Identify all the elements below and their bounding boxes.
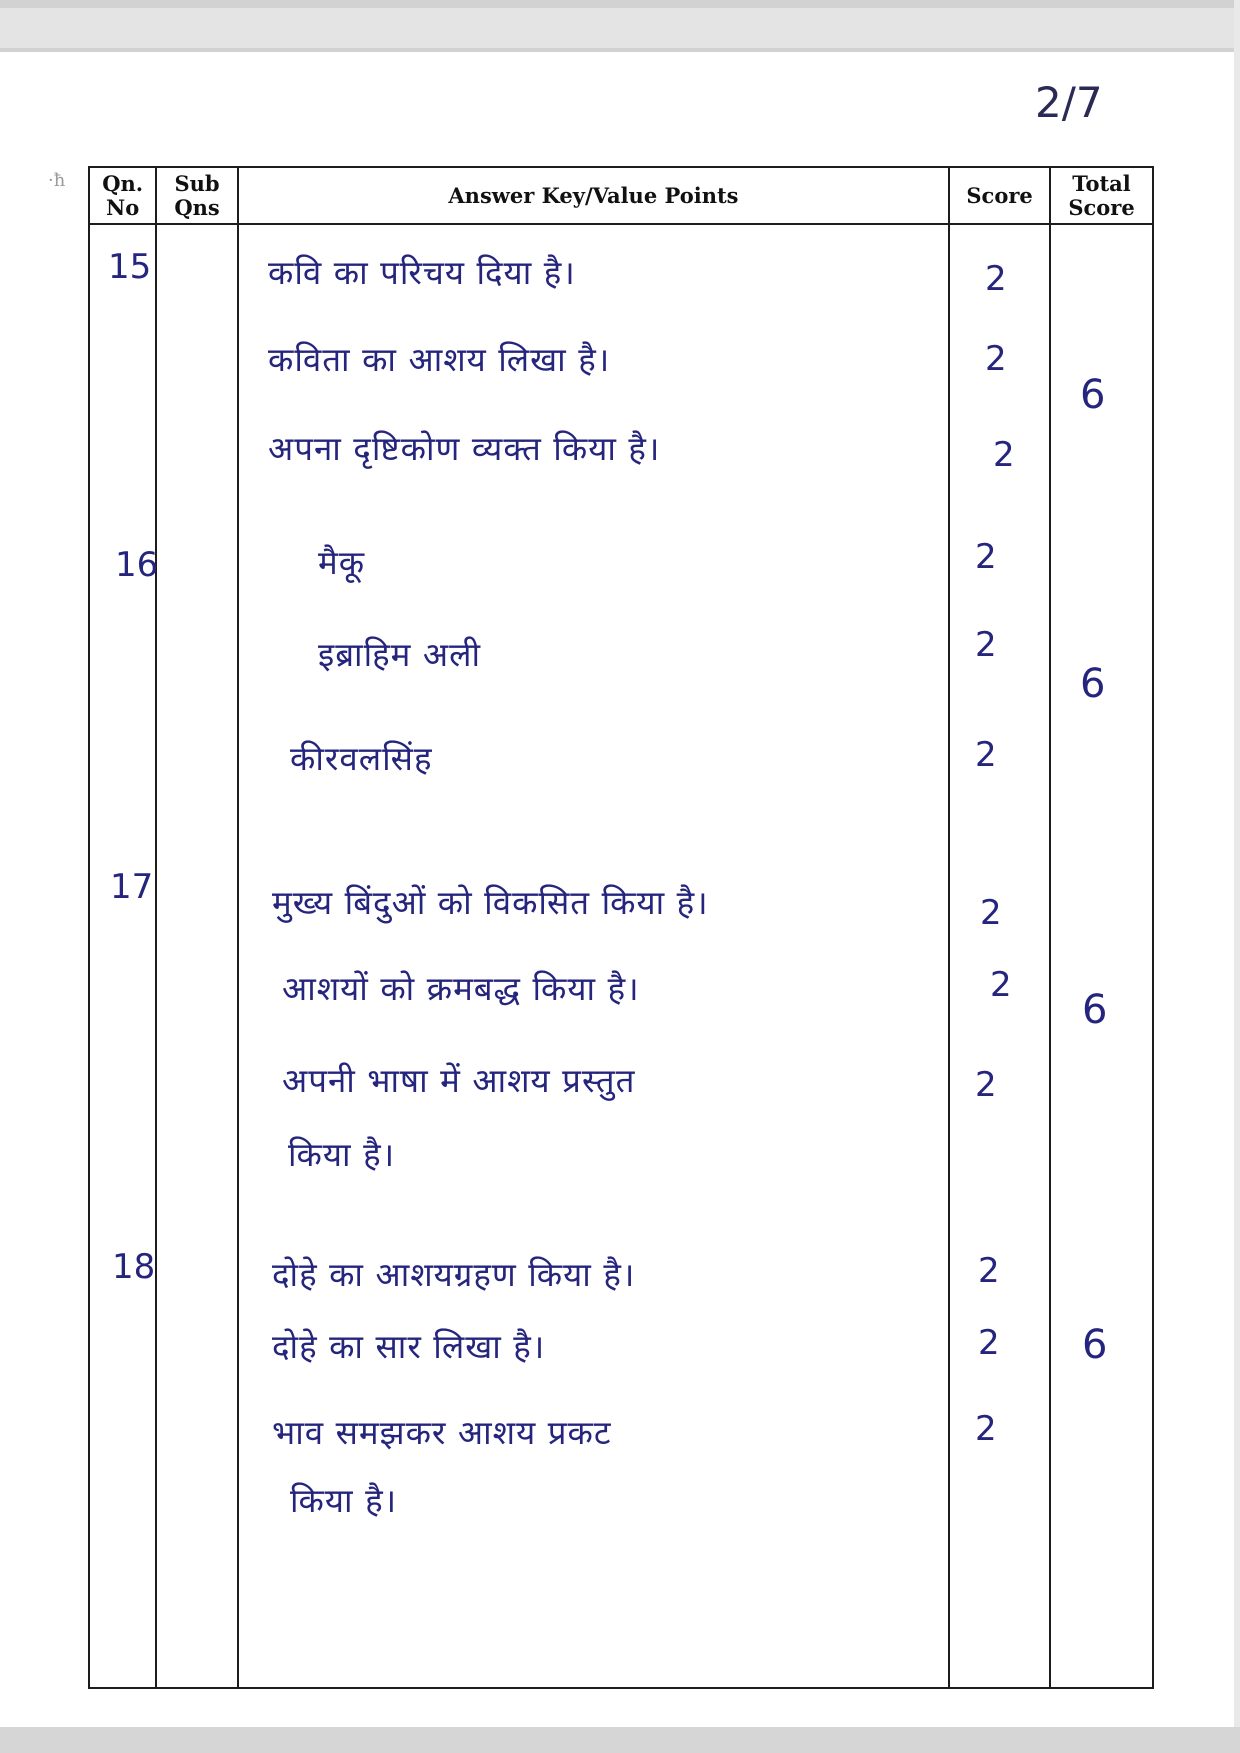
question-number: 18: [112, 1247, 156, 1287]
answer-line: अपना दृष्टिकोण व्यक्त किया है।: [268, 429, 661, 468]
header-score: Score: [949, 167, 1050, 224]
line-score: 2: [980, 893, 1002, 933]
answer-line: इब्राहिम अली: [318, 635, 482, 674]
header-total-score: Total Score: [1050, 167, 1153, 224]
scan-right-edge: [1234, 0, 1240, 1753]
sub-qns-column: [156, 224, 238, 1688]
answer-line: अपनी भाषा में आशय प्रस्तुत: [282, 1061, 636, 1100]
answer-line: कविता का आशय लिखा है।: [268, 340, 611, 379]
margin-mark: ·ħ: [48, 170, 66, 191]
qn-column: [89, 224, 159, 1688]
line-score: 2: [985, 259, 1007, 299]
line-score: 2: [975, 1409, 997, 1449]
line-score: 2: [990, 965, 1012, 1005]
answer-line: कवि का परिचय दिया है।: [268, 253, 576, 292]
line-score: 2: [975, 537, 997, 577]
table-header-row: [89, 167, 1153, 224]
page-number: 2/7: [1035, 78, 1103, 127]
answer-line: किया है।: [288, 1135, 396, 1174]
question-total: 6: [1082, 987, 1108, 1033]
scan-bottom-edge: [0, 1727, 1240, 1753]
total-score-column: [1050, 224, 1153, 1688]
line-score: 2: [978, 1323, 1000, 1363]
answer-line: मैकू: [318, 543, 366, 582]
question-total: 6: [1082, 1322, 1108, 1368]
line-score: 2: [978, 1251, 1000, 1291]
question-total: 6: [1080, 661, 1106, 707]
header-sub-qns: Sub Qns: [156, 167, 238, 224]
answer-line: भाव समझकर आशय प्रकट: [272, 1413, 612, 1452]
answer-line: किया है।: [290, 1481, 398, 1520]
answer-line: दोहे का आशयग्रहण किया है।: [272, 1255, 636, 1294]
header-answer-key: Answer Key/Value Points: [238, 167, 949, 224]
answer-line: मुख्य बिंदुओं को विकसित किया है।: [272, 883, 709, 922]
header-qn-no: Qn. No: [89, 167, 156, 224]
answer-line: आशयों को क्रमबद्ध किया है।: [282, 969, 640, 1008]
question-number: 15: [108, 247, 152, 287]
question-total: 6: [1080, 372, 1106, 418]
scan-top-edge: [0, 0, 1240, 52]
answer-line: दोहे का सार लिखा है।: [272, 1327, 546, 1366]
line-score: 2: [975, 735, 997, 775]
answer-line: कीरवलसिंह: [290, 739, 433, 778]
line-score: 2: [993, 435, 1015, 475]
line-score: 2: [975, 625, 997, 665]
question-number: 16: [115, 545, 159, 585]
line-score: 2: [975, 1065, 997, 1105]
line-score: 2: [985, 339, 1007, 379]
question-number: 17: [110, 867, 154, 907]
